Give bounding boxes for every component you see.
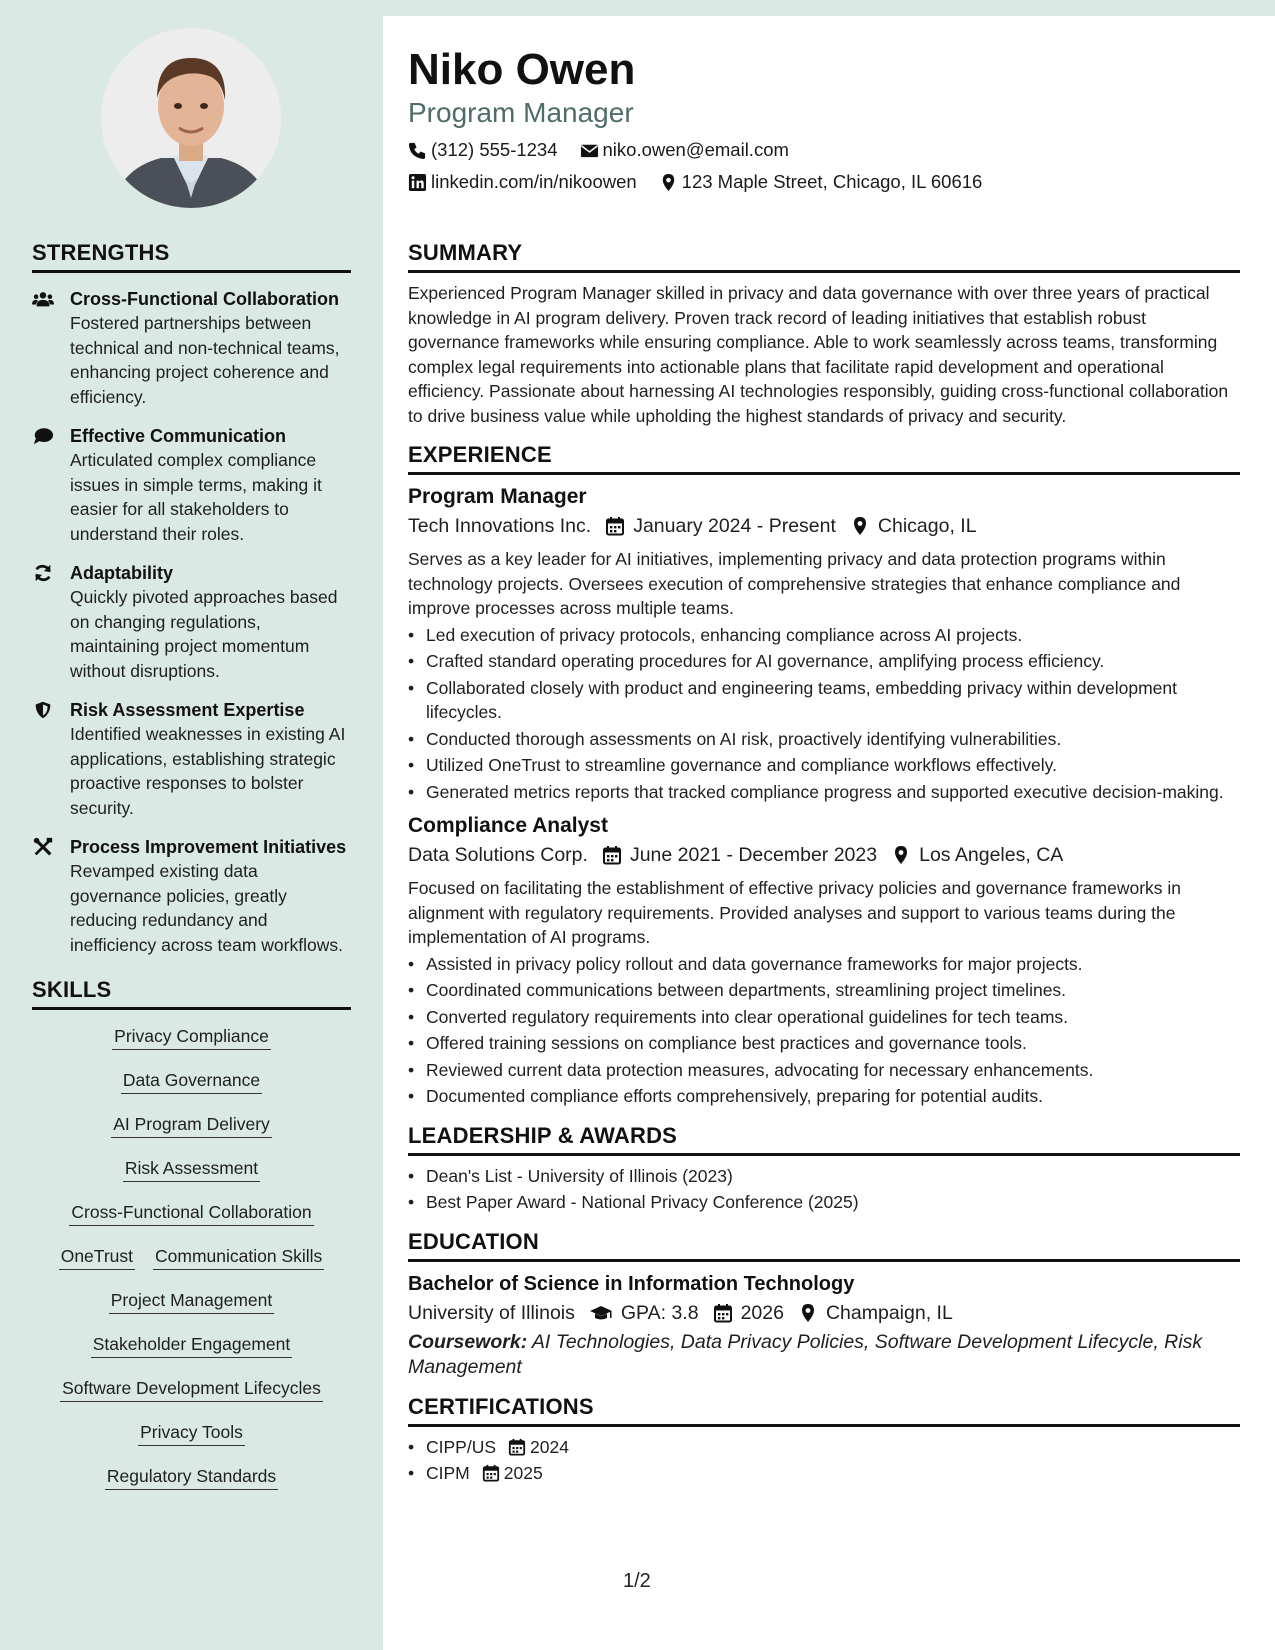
graduation-cap-icon bbox=[589, 1303, 613, 1323]
strength-title: Effective Communication bbox=[70, 426, 287, 446]
calendar-icon bbox=[482, 1464, 500, 1482]
strength-desc: Fostered partnerships between technical and non-technical teams, enhancing project coherence and efficiency. bbox=[70, 313, 340, 407]
awards-list bbox=[408, 1164, 1240, 1215]
strength-title: Cross-Functional Collaboration bbox=[70, 289, 340, 309]
job-title: Program Manager bbox=[408, 485, 587, 508]
education-section bbox=[408, 1229, 1240, 1380]
skill-tag: Privacy Compliance bbox=[112, 1020, 271, 1050]
job-dates: June 2021 - December 2023 bbox=[629, 844, 878, 866]
list-item: • Reviewed current data protection measures, advocating for necessary enhancements. bbox=[408, 1058, 1240, 1083]
list-item: • Offered training sessions on compliance best practices and governance tools. bbox=[408, 1031, 1240, 1056]
calendar-icon bbox=[508, 1438, 526, 1456]
coursework-label: Coursework: bbox=[408, 1330, 528, 1353]
strength-title: Risk Assessment Expertise bbox=[70, 700, 305, 720]
degree-title: Bachelor of Science in Information Technology bbox=[408, 1272, 855, 1295]
skill-tag: Cross-Functional Collaboration bbox=[69, 1196, 313, 1226]
list-item: • Assisted in privacy policy rollout and data governance frameworks for major projects. bbox=[408, 952, 1240, 977]
street-address: 123 Maple Street, Chicago, IL 60616 bbox=[681, 171, 983, 192]
job-entry bbox=[408, 812, 1240, 1109]
cert-year: 2024 bbox=[530, 1436, 569, 1457]
main-content bbox=[408, 240, 1240, 1500]
skill-tag: Regulatory Standards bbox=[105, 1460, 278, 1490]
linkedin-url: linkedin.com/in/nikoowen bbox=[431, 171, 637, 192]
contact-info bbox=[408, 134, 1238, 198]
avatar bbox=[101, 28, 281, 208]
strength-desc: Articulated complex compliance issues in simple terms, making it easier for all stakeholders to understand their roles. bbox=[70, 450, 322, 544]
awards-heading: LEADERSHIP & AWARDS bbox=[408, 1123, 1240, 1156]
list-item: • Best Paper Award - National Privacy Conference (2025) bbox=[408, 1190, 1240, 1215]
tools-icon bbox=[32, 837, 54, 857]
coursework-list: AI Technologies, Data Privacy Policies, Software Development Lifecycle, Risk Management bbox=[408, 1330, 1203, 1378]
list-item: • Generated metrics reports that tracked compliance progress and supported executive decision-making. bbox=[408, 780, 1240, 805]
job-bullets bbox=[408, 623, 1240, 805]
strength-item bbox=[32, 698, 351, 820]
list-item bbox=[408, 1461, 1240, 1486]
skill-tag: Risk Assessment bbox=[123, 1152, 260, 1182]
phone-number: (312) 555-1234 bbox=[431, 139, 558, 160]
list-item: • Converted regulatory requirements into clear operational guidelines for tech teams. bbox=[408, 1005, 1240, 1030]
candidate-role: Program Manager bbox=[408, 97, 634, 128]
map-pin-icon bbox=[798, 1303, 818, 1323]
strength-title: Process Improvement Initiatives bbox=[70, 837, 347, 857]
certifications-heading: CERTIFICATIONS bbox=[408, 1394, 1240, 1427]
skill-tag: Stakeholder Engagement bbox=[91, 1328, 293, 1358]
phone-icon bbox=[408, 141, 427, 160]
list-item: • Coordinated communications between departments, streamlining project timelines. bbox=[408, 978, 1240, 1003]
map-pin-icon bbox=[891, 845, 911, 865]
list-item: • Documented compliance efforts comprehensively, preparing for potential audits. bbox=[408, 1084, 1240, 1109]
job-dates: January 2024 - Present bbox=[633, 515, 836, 537]
skill-tag: Privacy Tools bbox=[138, 1416, 245, 1446]
job-description: Focused on facilitating the establishment of effective privacy policies and governance frameworks in alignment with regulatory requirements. Provided analyses and support to various teams during the implementation of AI programs. bbox=[408, 878, 1181, 947]
strength-item bbox=[32, 561, 351, 683]
strength-desc: Quickly pivoted approaches based on changing regulations, maintaining project momentum without disruptions. bbox=[70, 587, 338, 681]
strength-desc: Identified weaknesses in existing AI applications, establishing strategic proactive responses to bolster security. bbox=[70, 724, 346, 818]
job-location: Chicago, IL bbox=[877, 515, 977, 537]
experience-heading: EXPERIENCE bbox=[408, 442, 1240, 475]
strength-title: Adaptability bbox=[70, 563, 174, 583]
strengths-heading: STRENGTHS bbox=[32, 240, 351, 273]
job-description: Serves as a key leader for AI initiatives, implementing privacy and data protection programs within technology projects. Oversees execution of comprehensive strategies that enhance compliance and improve processes across multiple teams. bbox=[408, 549, 1181, 618]
school-location: Champaign, IL bbox=[825, 1301, 953, 1324]
users-icon bbox=[32, 289, 54, 309]
shield-icon bbox=[32, 700, 54, 720]
linkedin-icon bbox=[408, 173, 427, 192]
summary-section bbox=[408, 240, 1240, 428]
education-heading: EDUCATION bbox=[408, 1229, 1240, 1262]
cert-name: • CIPM bbox=[426, 1463, 470, 1483]
profile-photo bbox=[101, 28, 281, 208]
school-name: University of Illinois bbox=[408, 1301, 575, 1324]
job-company: Data Solutions Corp. bbox=[408, 844, 588, 866]
map-pin-icon bbox=[850, 516, 870, 536]
email-address: niko.owen@email.com bbox=[602, 139, 789, 160]
cert-name: • CIPP/US bbox=[426, 1436, 497, 1457]
certifications-section bbox=[408, 1394, 1240, 1486]
summary-text: Experienced Program Manager skilled in privacy and data governance with over three years of practical knowledge in AI program delivery. Proven track record of leading initiatives that establish robust governance frameworks while ensuring compliance. Able to work seamlessly across teams, transforming complex legal requirements into actionable plans that facilitate rapid development and operational efficiency. Passionate about harnessing AI technologies responsibly, guiding cross-functional collaboration to drive business value while upholding the highest standards of privacy and security. bbox=[408, 283, 1229, 426]
awards-section bbox=[408, 1123, 1240, 1215]
cert-year: 2025 bbox=[503, 1463, 543, 1483]
map-pin-icon bbox=[659, 173, 678, 192]
gpa: GPA: 3.8 bbox=[620, 1301, 699, 1324]
list-item: • Conducted thorough assessments on AI risk, proactively identifying vulnerabilities. bbox=[408, 727, 1240, 752]
coursework bbox=[408, 1330, 1240, 1380]
strength-item bbox=[32, 835, 351, 957]
summary-heading: SUMMARY bbox=[408, 240, 1240, 273]
skill-tag: Communication Skills bbox=[153, 1240, 324, 1270]
graduation-year: 2026 bbox=[740, 1301, 784, 1324]
list-item: • Led execution of privacy protocols, enhancing compliance across AI projects. bbox=[408, 623, 1240, 648]
job-entry bbox=[408, 483, 1240, 804]
skill-tag: AI Program Delivery bbox=[111, 1108, 272, 1138]
job-company: Tech Innovations Inc. bbox=[408, 515, 592, 537]
job-location: Los Angeles, CA bbox=[919, 844, 1064, 866]
sidebar bbox=[0, 0, 383, 1650]
calendar-icon bbox=[713, 1303, 733, 1323]
list-item: • Collaborated closely with product and engineering teams, embedding privacy within development lifecycles. bbox=[408, 676, 1240, 725]
list-item: • Crafted standard operating procedures for AI governance, amplifying process efficiency. bbox=[408, 649, 1240, 674]
skill-tag: Software Development Lifecycles bbox=[60, 1372, 323, 1402]
email-icon bbox=[580, 141, 599, 160]
skills-heading: SKILLS bbox=[32, 977, 351, 1010]
list-item: • Utilized OneTrust to streamline governance and compliance workflows effectively. bbox=[408, 753, 1240, 778]
list-item: • Dean's List - University of Illinois (2023) bbox=[408, 1164, 1240, 1189]
job-bullets bbox=[408, 952, 1240, 1109]
job-title: Compliance Analyst bbox=[408, 814, 608, 837]
certifications-list bbox=[408, 1435, 1240, 1486]
skills-list bbox=[32, 1020, 351, 1504]
strength-item bbox=[32, 424, 351, 546]
strength-item bbox=[32, 287, 351, 409]
experience-section bbox=[408, 442, 1240, 1109]
calendar-icon bbox=[602, 845, 622, 865]
refresh-icon bbox=[32, 563, 54, 583]
page-number: 1/2 bbox=[623, 1570, 651, 1592]
list-item bbox=[408, 1435, 1240, 1460]
candidate-name: Niko Owen bbox=[408, 45, 636, 94]
strengths-list bbox=[32, 287, 351, 957]
skill-tag: OneTrust bbox=[59, 1240, 135, 1270]
calendar-icon bbox=[605, 516, 625, 536]
skill-tag: Project Management bbox=[109, 1284, 274, 1314]
speech-bubble-icon bbox=[32, 426, 54, 446]
skill-tag: Data Governance bbox=[121, 1064, 262, 1094]
strength-desc: Revamped existing data governance policies, greatly reducing redundancy and inefficiency across team workflows. bbox=[70, 861, 343, 955]
resume-header bbox=[408, 44, 1238, 198]
